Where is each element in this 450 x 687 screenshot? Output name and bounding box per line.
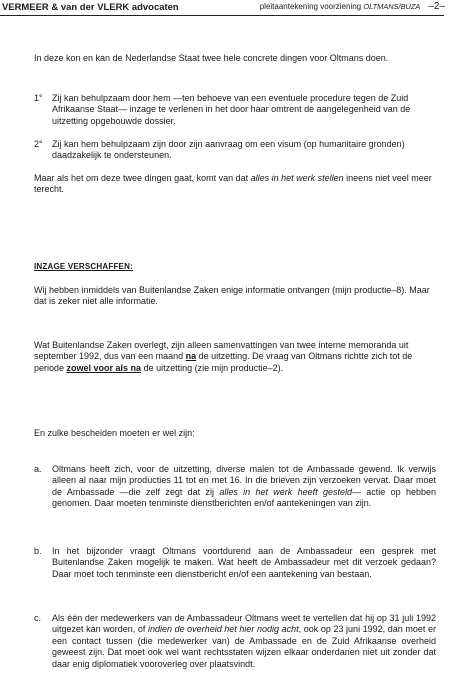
page-number: –2– (428, 1, 445, 12)
intro-paragraph: In deze kon en kan de Nederlandse Staat twee hele concrete dingen voor Oltmans doen. (34, 53, 389, 63)
item-marker: 1° (34, 93, 43, 103)
item-text: Als één der medewerkers van de Ambassadeur Oltmans weet te vertellen dat hij op 31 juli 1992 uitgezet kan worden, of indien de overheid het hier nodig acht, ook op 23 juni 1992, dan moet er een contact tussen (die medewerker van) de Ambassade en de Zuid Afrikaanse overheid geweest zijn. Dat moet ook wel want rechtsstaten wijzen elkaar onderdanen niet uit zonder dat daar enig diplomatiek vooroverleg over plaatsvindt. (52, 613, 436, 669)
header-prefix: pleitaantekening voorziening (259, 2, 364, 11)
info-paragraph: Wij hebben inmiddels van Buitenlandse Zaken enige informatie ontvangen (mijn productie–8). Maar dat is zeker niet alle informatie. (34, 285, 430, 307)
item-text: Zij kan hem behulpzaam zijn door zijn aanvraag om een visum (op humanitaire gronden) daadzakelijk te ondersteunen. (52, 139, 405, 161)
section-heading: INZAGE VERSCHAFFEN: (34, 262, 133, 271)
emphasis: alles in het werk stellen (250, 173, 344, 183)
item-text: Zij kan behulpzaam door hem —ten behoeve van een eventuele procedure tegen de Zuid Afrikaanse Staat— inzage te verlenen in het door haar omtrent de aangelegenheid van de uitzetting opgebouwde dossier. (52, 93, 411, 126)
item-marker: a. (34, 464, 42, 474)
memoranda-paragraph: Wat Buitenlandse Zaken overlegt, zijn alleen samenvattingen van twee interne memoranda uit september 1992, dus van een maand na de uitzetting. De vraag van Oltmans richtte zich tot de periode zowel voor als na de uitzetting (zie mijn productie–2). (34, 340, 413, 373)
firm-name: VERMEER & van der VLERK advocaten (2, 1, 179, 12)
item-marker: c. (34, 613, 42, 623)
header-rule (0, 15, 444, 16)
header-document-title (260, 1, 445, 13)
underlined-na: na (185, 351, 197, 362)
item-marker: 2° (34, 139, 43, 149)
bescheiden-paragraph: En zulke bescheiden moeten er wel zijn: (34, 428, 195, 438)
header-case-name: OLTMANS/BUZA (363, 2, 421, 11)
item-marker: b. (34, 546, 42, 556)
conclusion-paragraph: Maar als het om deze twee dingen gaat, komt van dat alles in het werk stellen ineens niet veel meer terecht. (34, 173, 432, 195)
item-text: Oltmans heeft zich, voor de uitzetting, diverse malen tot de Ambassade gewend. Ik verwijs alleen al naar mijn producties 11 tot en met 16. In die brieven zijn verzoeken vervat. Daar moet de Ambassade —die zelf zegt dat zij alles in het werk heeft gesteld— actie op hebben genomen. Daar moeten tenminste dienstberichten en/of aantekeningen van zijn. (52, 464, 436, 509)
underlined-zowel: zowel voor als na (66, 362, 142, 373)
item-text: In het bijzonder vraagt Oltmans voortdurend aan de Ambassadeur een gesprek met Buitenlandse Zaken mogelijk te maken. Wat heeft de Ambassadeur met dit verzoek gedaan? Daar moet toch tenminste een dienstbericht en/of een aantekening van bestaan. (52, 546, 436, 579)
page-header (2, 0, 446, 14)
